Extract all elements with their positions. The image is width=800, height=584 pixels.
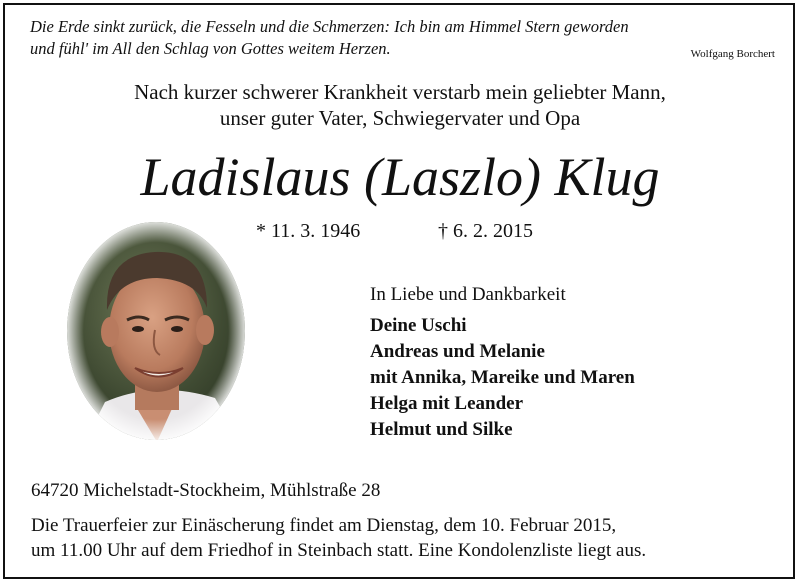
mourner-name: Deine Uschi: [370, 315, 467, 336]
service-line-1: Die Trauerfeier zur Einäscherung findet am Dienstag, dem 10. Februar 2015,: [31, 515, 617, 536]
quote-line-1: Die Erde sinkt zurück, die Fesseln und die Schmerzen: Ich bin am Himmel Stern geworden: [30, 17, 629, 36]
mourner-name: mit Annika, Mareike und Maren: [370, 367, 635, 388]
intro-line-2: unser guter Vater, Schwiegervater und Opa: [219, 106, 581, 130]
mourner-name: Helga mit Leander: [370, 393, 524, 414]
intro-line-1: Nach kurzer schwerer Krankheit verstarb mein geliebter Mann,: [134, 80, 666, 104]
mourner-name: Helmut und Silke: [370, 419, 513, 440]
service-line-2: um 11.00 Uhr auf dem Friedhof in Steinbach statt. Eine Kondolenzliste liegt aus.: [31, 540, 647, 561]
birth-date: * 11. 3. 1946: [256, 220, 361, 242]
mourners-lead: In Liebe und Dankbarkeit: [370, 284, 566, 305]
family-address: 64720 Michelstadt-Stockheim, Mühlstraße 28: [31, 480, 381, 501]
quote-line-2: und fühl' im All den Schlag von Gottes weitem Herzen.: [30, 39, 391, 58]
funeral-service-info: [31, 513, 646, 563]
quote-author: Wolfgang Borchert: [690, 48, 775, 60]
portrait-photo: [65, 220, 247, 442]
poem-quote: [30, 16, 775, 60]
mourner-name: Andreas und Melanie: [370, 341, 545, 362]
deceased-name: Ladislaus (Laszlo) Klug: [140, 147, 660, 207]
death-date: † 6. 2. 2015: [438, 220, 533, 242]
mourners-list: [370, 282, 635, 443]
death-announcement: [0, 79, 800, 131]
